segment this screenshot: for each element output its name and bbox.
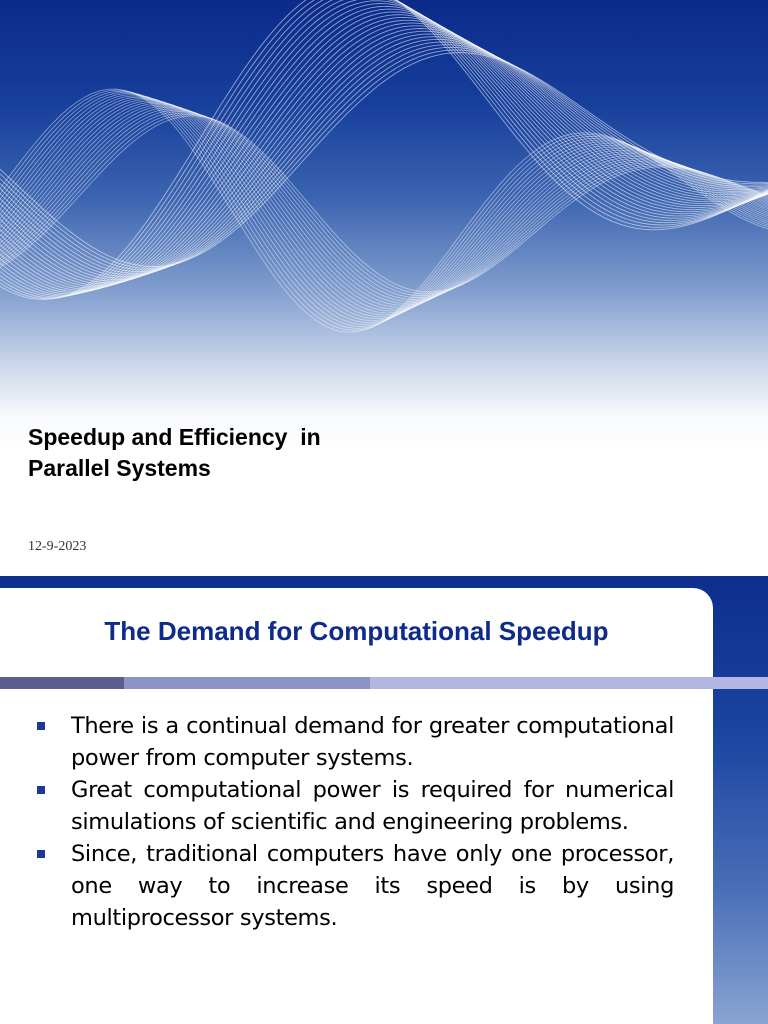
wave-line [0,0,768,296]
wave-line [0,95,768,323]
wave-line [0,94,768,325]
square-bullet-icon [37,722,45,730]
content-slide [0,576,768,1024]
wave-line [0,1,768,294]
bullet-list [34,710,674,934]
wave-lines-decoration [0,0,768,420]
heading-rule-segment-3 [370,677,768,689]
bullet-item [34,774,674,838]
slide-heading: The Demand for Computational Speedup [104,616,609,646]
wave-line [0,96,768,321]
presentation-title [28,422,508,484]
presentation-title-line-1: Speedup and Efficiency in [28,424,321,450]
bullet-item [34,838,674,934]
bullet-text: Since, traditional computers have only one processor, one way to increase its speed is by using multiprocessor systems. [71,841,674,931]
presentation-title-line-2: Parallel Systems [28,455,211,481]
wave-line [0,0,768,300]
wave-line [0,111,768,297]
bullet-text: There is a continual demand for greater computational power from computer systems. [71,713,674,771]
square-bullet-icon [37,786,45,794]
wave-line [0,4,768,293]
heading-rule-segment-2 [124,677,370,689]
wave-line [0,0,768,295]
bullet-item [34,710,674,774]
wave-line [0,17,768,286]
content-panel [0,588,713,1024]
wave-line [0,109,768,302]
bullet-text: Great computational power is required for numerical simulations of scientific and engineering problems. [71,777,674,835]
heading-rule-segment-1 [0,677,124,689]
wave-line [0,12,768,289]
presentation-date: 12-9-2023 [28,539,87,554]
square-bullet-icon [37,850,45,858]
wave-line [0,53,768,267]
